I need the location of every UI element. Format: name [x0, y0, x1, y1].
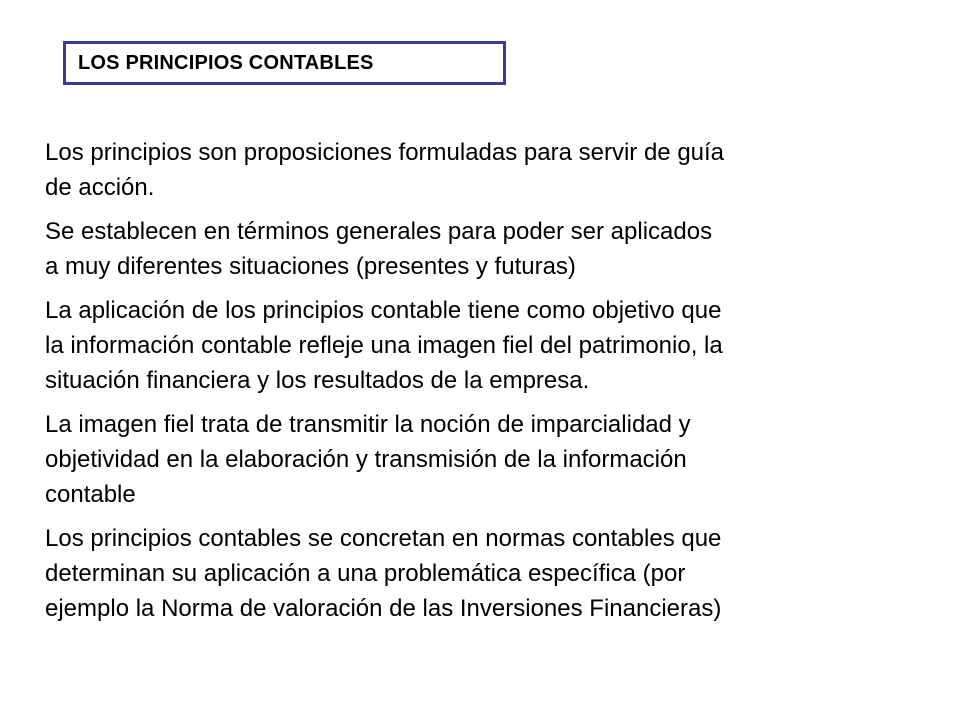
title-box: [63, 41, 506, 85]
paragraph-accounting-norms: Los principios contables se concretan en normas contables que determinan su aplicación a una problemática específica (por ejemplo la Norma de valoración de las Inversiones Financieras): [45, 525, 722, 622]
paragraph-objective: La aplicación de los principios contable tiene como objetivo que la información contable refleje una imagen fiel del patrimonio, la situación financiera y los resultados de la empresa.: [45, 297, 723, 394]
paragraph-true-image: La imagen fiel trata de transmitir la noción de imparcialidad y objetividad en la elaboración y transmisión de la información contable: [45, 411, 691, 508]
page-title: LOS PRINCIPIOS CONTABLES: [78, 51, 374, 74]
paragraph-definition: Los principios son proposiciones formuladas para servir de guía de acción.: [45, 139, 725, 201]
content-body: [45, 135, 925, 635]
paragraph-general-terms: Se establecen en términos generales para poder ser aplicados a muy diferentes situaciones (presentes y futuras): [45, 218, 713, 280]
